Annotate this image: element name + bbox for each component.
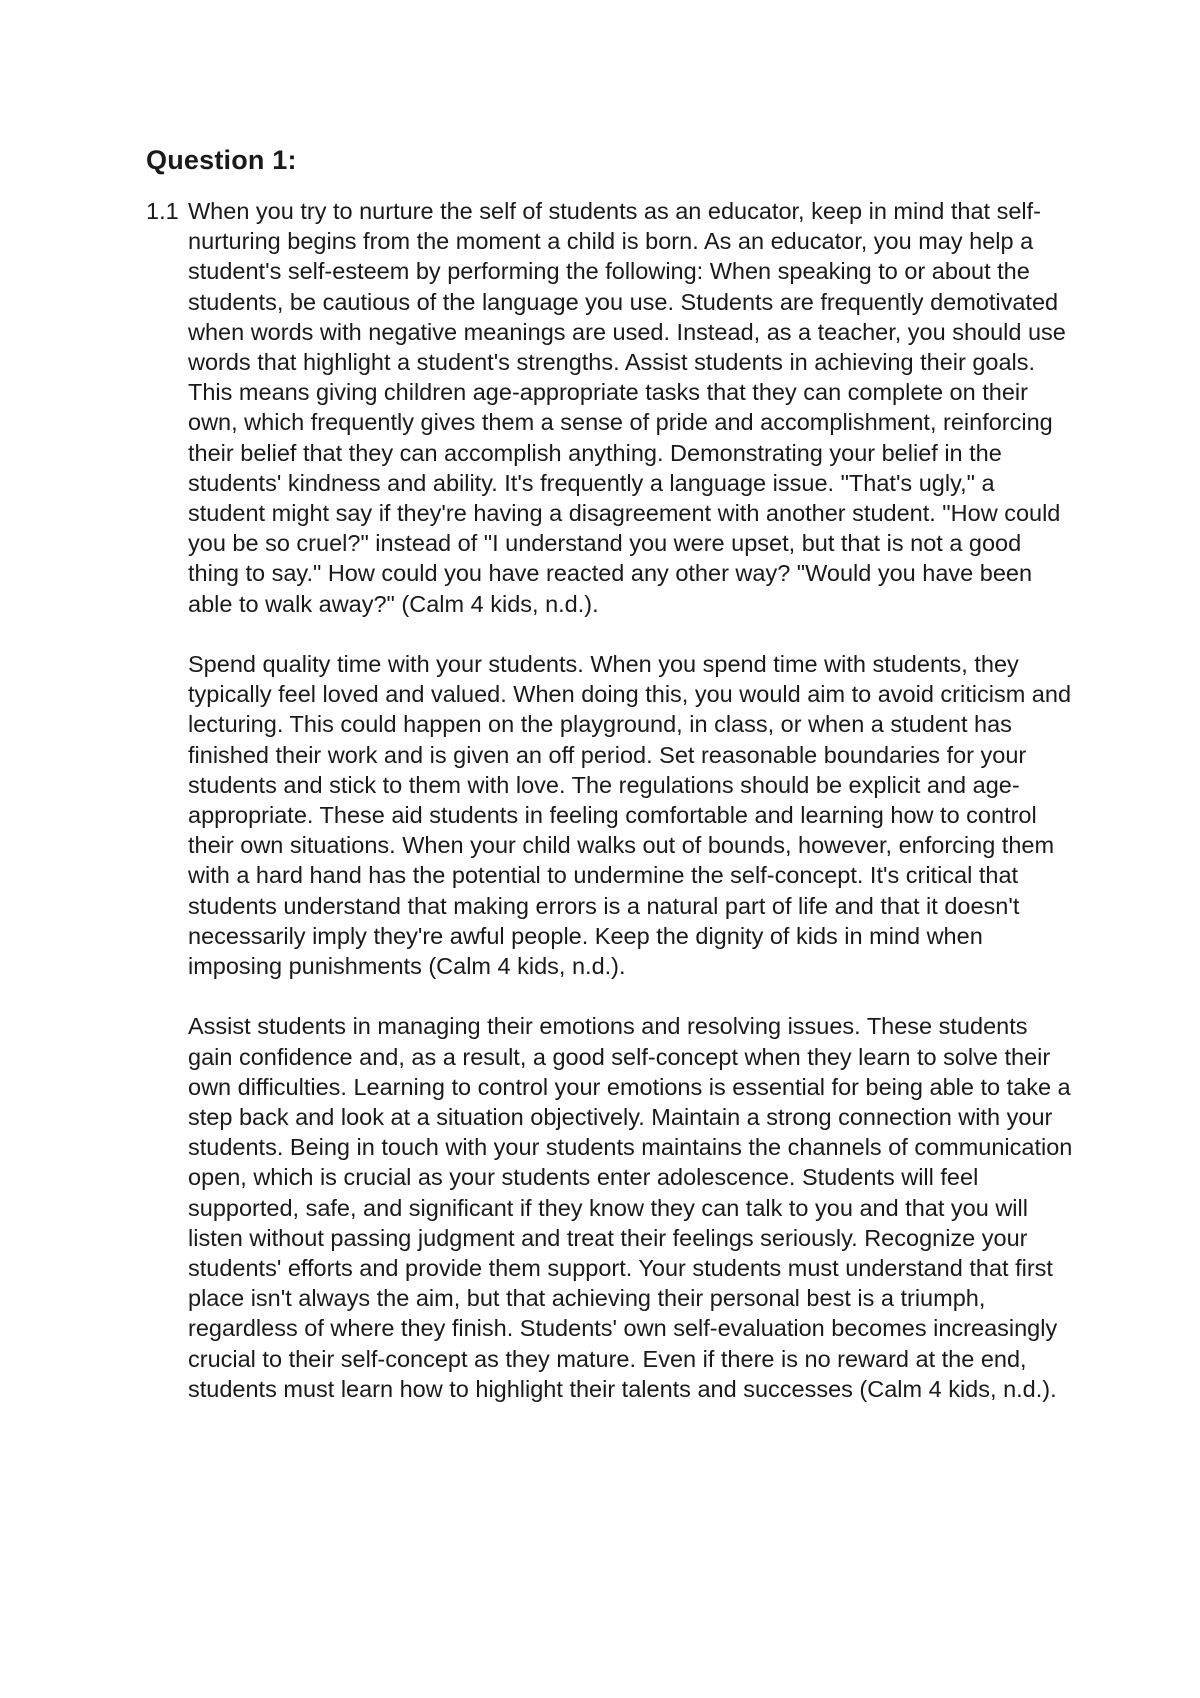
question-heading: Question 1: bbox=[146, 145, 297, 175]
paragraph-quality-time-and-boundaries: Spend quality time with your students. When you spend time with students, they typically feel loved and valued. When doing this, you would aim to avoid criticism and lecturing. This could happen on the playground, in class, or when a student has finished their work and is given an off period. Set reasonable boundaries for your students and stick to them with love. The regulations should be explicit and age-appropriate. These aid students in feeling comfortable and learning how to control their own situations. When your child walks out of bounds, however, enforcing them with a hard hand has the potential to undermine the self-concept. It's critical that students understand that making errors is a natural part of life and that it doesn't necessarily imply they're awful people. Keep the dignity of kids in mind when imposing punishments (Calm 4 kids, n.d.). bbox=[188, 651, 1072, 980]
answer-body bbox=[188, 196, 1076, 1404]
answer-item bbox=[146, 196, 1076, 1404]
paragraph-emotions-and-connection: Assist students in managing their emotions and resolving issues. These students gain confidence and, as a result, a good self-concept when they learn to solve their own difficulties. Learning to control your emotions is essential for being able to take a step back and look at a situation objectively. Maintain a strong connection with your students. Being in touch with your students maintains the channels of communication open, which is crucial as your students enter adolescence. Students will feel supported, safe, and significant if they know they can talk to you and that you will listen without passing judgment and treat their feelings seriously. Recognize your students' efforts and provide them support. Your students must understand that first place isn't always the aim, but that achieving their personal best is a triumph, regardless of where they finish. Students' own self-evaluation becomes increasingly crucial to their self-concept as they mature. Even if there is no reward at the end, students must learn how to highlight their talents and successes (Calm 4 kids, n.d.). bbox=[188, 1013, 1073, 1402]
paragraph-language-and-goals: When you try to nurture the self of students as an educator, keep in mind that self-nurturing begins from the moment a child is born. As an educator, you may help a student's self-esteem by performing the following: When speaking to or about the students, be cautious of the language you use. Students are frequently demotivated when words with negative meanings are used. Instead, as a teacher, you should use words that highlight a student's strengths. Assist students in achieving their goals. This means giving children age-appropriate tasks that they can complete on their own, which frequently gives them a sense of pride and accomplishment, reinforcing their belief that they can accomplish anything. Demonstrating your belief in the students' kindness and ability. It's frequently a language issue. "That's ugly," a student might say if they're having a disagreement with another student. "How could you be so cruel?" instead of "I understand you were upset, but that is not a good thing to say." How could you have reacted any other way? "Would you have been able to walk away?" (Calm 4 kids, n.d.). bbox=[188, 198, 1066, 617]
item-number: 1.1 bbox=[146, 198, 179, 224]
